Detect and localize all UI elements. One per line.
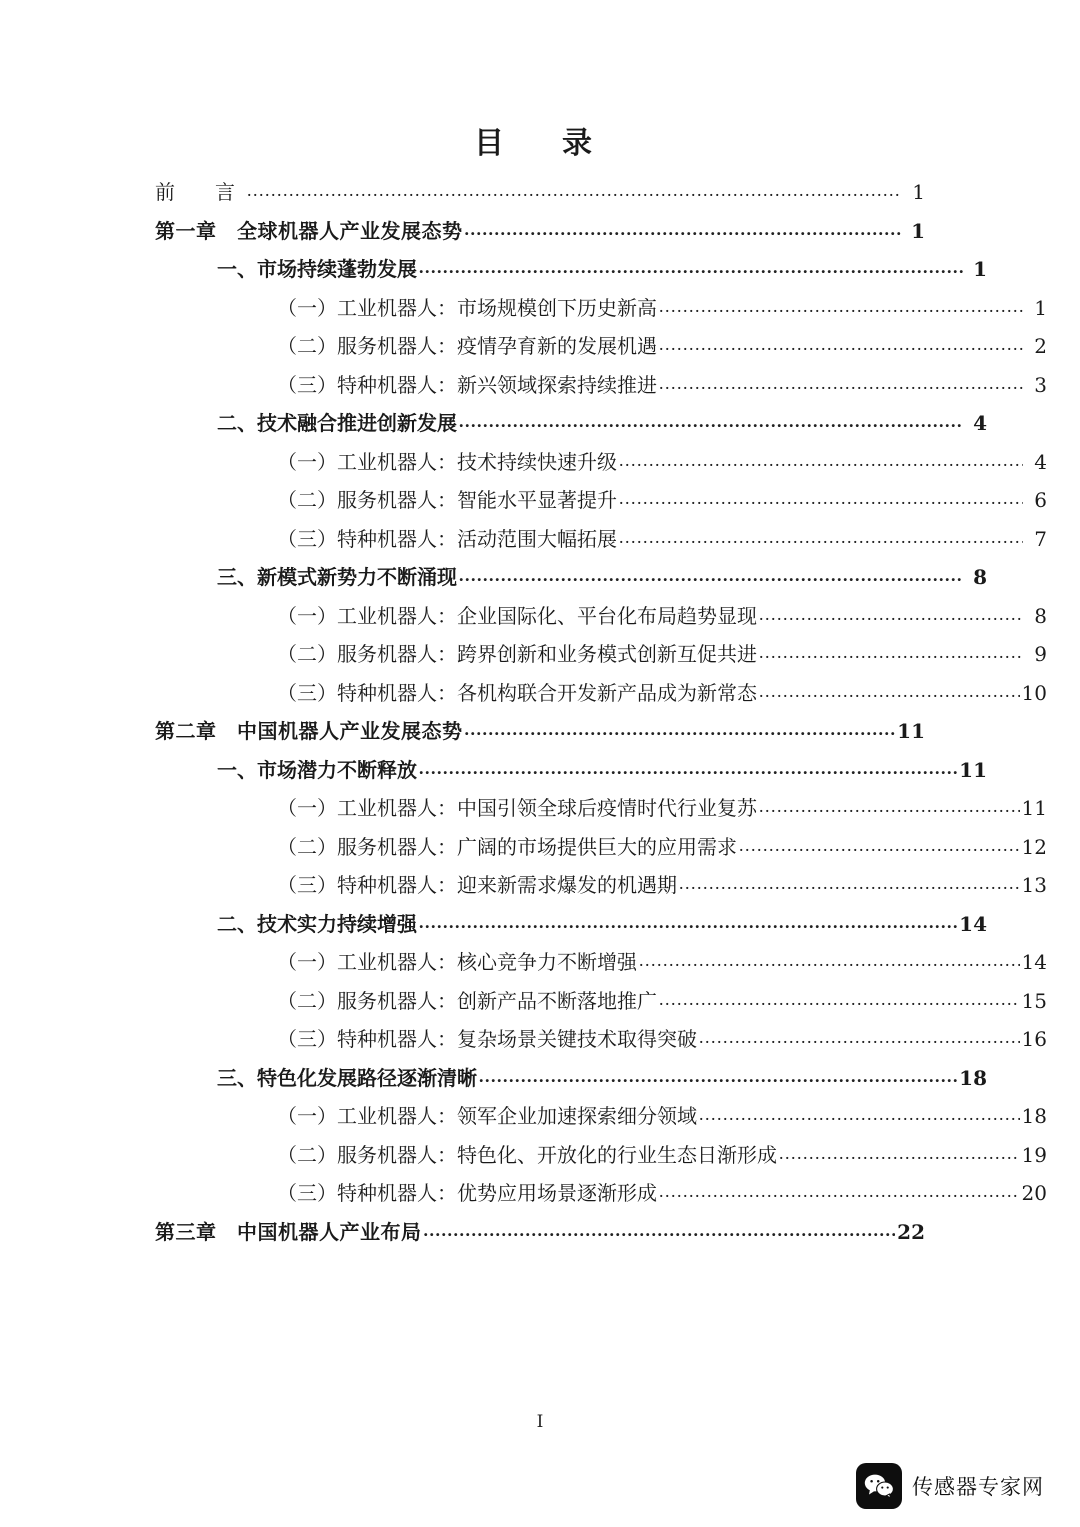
toc-entry-label: （一）工业机器人：技术持续快速升级: [277, 449, 617, 474]
toc-entry-label: （二）服务机器人：智能水平显著提升: [277, 488, 617, 512]
table-of-contents: [155, 180, 1047, 1244]
toc-entry[interactable]: [155, 603, 1047, 628]
toc-leader-dots: [419, 913, 957, 931]
toc-entry[interactable]: [155, 911, 987, 936]
toc-leader-dots: [739, 836, 1020, 854]
page-number: I: [536, 1412, 544, 1432]
toc-leader-dots: [699, 1105, 1020, 1123]
toc-leader-dots: [659, 335, 1023, 353]
toc-leader-dots: [424, 1221, 896, 1239]
toc-entry[interactable]: [155, 413, 987, 433]
toc-entry-label: 第二章 中国机器人产业发展态势: [155, 719, 463, 743]
toc-entry-page: 1: [973, 257, 987, 281]
toc-entry[interactable]: [155, 372, 1047, 397]
toc-entry-label: （一）工业机器人：中国引领全球后疫情时代行业复苏: [277, 796, 757, 820]
toc-entry-page: 10: [1021, 680, 1047, 705]
toc-entry[interactable]: [155, 1029, 1047, 1049]
toc-entry-page: 4: [1034, 449, 1047, 474]
toc-entry-label: 一、市场持续蓬勃发展: [217, 257, 417, 281]
toc-entry[interactable]: [155, 757, 987, 782]
watermark-label: 传感器专家网: [912, 1475, 1044, 1499]
toc-entry-label: 一、市场潜力不断释放: [217, 757, 417, 782]
toc-entry-label: （二）服务机器人：创新产品不断落地推广: [277, 988, 657, 1013]
toc-leader-dots: [419, 759, 957, 777]
toc-entry[interactable]: [155, 644, 1047, 664]
toc-entry-label: （一）工业机器人：领军企业加速探索细分领域: [277, 1104, 697, 1128]
toc-entry[interactable]: [155, 1183, 1047, 1203]
toc-entry[interactable]: [155, 490, 1047, 510]
toc-entry-page: 1: [912, 180, 925, 204]
toc-entry[interactable]: [155, 218, 925, 243]
toc-entry[interactable]: [155, 526, 1047, 551]
toc-leader-dots: [659, 374, 1023, 392]
toc-leader-dots: [619, 489, 1023, 507]
toc-entry-page: 3: [1034, 372, 1047, 397]
toc-entry[interactable]: [155, 875, 1047, 895]
toc-entry-page: 9: [1034, 642, 1047, 666]
toc-entry-page: 8: [973, 565, 987, 589]
toc-entry-page: 11: [1021, 796, 1047, 820]
toc-leader-dots: [679, 874, 1020, 892]
toc-leader-dots: [619, 528, 1023, 546]
toc-entry[interactable]: [155, 1065, 987, 1090]
toc-entry[interactable]: [155, 449, 1047, 474]
toc-entry-label: 三、特色化发展路径逐渐清晰: [217, 1065, 477, 1090]
toc-leader-dots: [759, 797, 1020, 815]
toc-leader-dots: [465, 220, 902, 238]
toc-entry-page: 1: [911, 218, 925, 243]
toc-entry-label: 三、新模式新势力不断涌现: [217, 565, 457, 589]
toc-entry-page: 6: [1034, 488, 1047, 512]
toc-entry-label: （二）服务机器人：广阔的市场提供巨大的应用需求: [277, 834, 737, 859]
page-title: 目 录: [474, 126, 606, 161]
toc-entry[interactable]: [155, 259, 987, 279]
toc-entry-page: 13: [1021, 873, 1047, 897]
toc-entry-page: 14: [1021, 950, 1047, 974]
toc-entry-label: （三）特种机器人：新兴领域探索持续推进: [277, 372, 657, 397]
toc-entry-page: 15: [1021, 988, 1047, 1013]
toc-leader-dots: [779, 1144, 1020, 1162]
toc-entry-page: 12: [1021, 834, 1047, 859]
toc-entry-label: （三）特种机器人：各机构联合开发新产品成为新常态: [277, 680, 757, 705]
toc-entry[interactable]: [155, 1219, 925, 1244]
wechat-official-account-icon: [856, 1463, 902, 1509]
toc-entry[interactable]: [155, 721, 925, 741]
toc-entry[interactable]: [155, 182, 925, 202]
toc-entry-page: 8: [1034, 603, 1047, 628]
toc-entry[interactable]: [155, 1106, 1047, 1126]
toc-leader-dots: [699, 1028, 1020, 1046]
toc-leader-dots: [619, 451, 1023, 469]
toc-entry-page: 1: [1034, 295, 1047, 320]
toc-entry-label: （一）工业机器人：市场规模创下历史新高: [277, 295, 657, 320]
toc-entry-page: 2: [1034, 334, 1047, 358]
toc-entry[interactable]: [155, 680, 1047, 705]
toc-entry[interactable]: [155, 952, 1047, 972]
toc-entry[interactable]: [155, 834, 1047, 859]
toc-entry[interactable]: [155, 295, 1047, 320]
toc-entry[interactable]: [155, 336, 1047, 356]
toc-entry-page: 14: [959, 911, 987, 936]
toc-leader-dots: [465, 720, 896, 738]
toc-entry-page: 16: [1021, 1027, 1047, 1051]
toc-entry-label: 第三章 中国机器人产业布局: [155, 1219, 422, 1244]
toc-leader-dots: [659, 990, 1020, 1008]
toc-entry-page: 11: [897, 719, 925, 743]
toc-leader-dots: [659, 1182, 1020, 1200]
toc-entry[interactable]: [155, 567, 987, 587]
toc-entry-label: （二）服务机器人：疫情孕育新的发展机遇: [277, 334, 657, 358]
watermark: [856, 1463, 1044, 1509]
toc-entry-page: 18: [1021, 1104, 1047, 1128]
toc-leader-dots: [639, 951, 1020, 969]
toc-entry-label: （三）特种机器人：迎来新需求爆发的机遇期: [277, 873, 677, 897]
toc-leader-dots: [247, 181, 901, 199]
toc-leader-dots: [659, 297, 1023, 315]
toc-entry-label: （三）特种机器人：优势应用场景逐渐形成: [277, 1181, 657, 1205]
toc-entry-page: 19: [1021, 1142, 1047, 1167]
toc-entry-label: （二）服务机器人：特色化、开放化的行业生态日渐形成: [277, 1142, 777, 1167]
toc-entry-page: 4: [973, 411, 987, 435]
toc-entry-label: 二、技术融合推进创新发展: [217, 411, 457, 435]
toc-entry-label: （三）特种机器人：复杂场景关键技术取得突破: [277, 1027, 697, 1051]
toc-entry-page: 7: [1034, 526, 1047, 551]
toc-entry-label: （一）工业机器人：核心竞争力不断增强: [277, 950, 637, 974]
toc-entry-page: 20: [1021, 1181, 1047, 1205]
toc-entry[interactable]: [155, 798, 1047, 818]
toc-leader-dots: [459, 566, 963, 584]
toc-entry-label: （一）工业机器人：企业国际化、平台化布局趋势显现: [277, 603, 757, 628]
toc-entry-page: 11: [959, 757, 987, 782]
toc-entry-label: （三）特种机器人：活动范围大幅拓展: [277, 526, 617, 551]
toc-entry-label: 前 言: [155, 180, 245, 204]
toc-leader-dots: [759, 605, 1023, 623]
toc-entry-label: 第一章 全球机器人产业发展态势: [155, 218, 463, 243]
toc-entry[interactable]: [155, 1142, 1047, 1167]
toc-entry-page: 22: [897, 1219, 925, 1244]
toc-entry[interactable]: [155, 988, 1047, 1013]
toc-leader-dots: [459, 412, 963, 430]
toc-entry-label: 二、技术实力持续增强: [217, 911, 417, 936]
toc-leader-dots: [759, 643, 1023, 661]
toc-entry-label: （二）服务机器人：跨界创新和业务模式创新互促共进: [277, 642, 757, 666]
toc-leader-dots: [419, 258, 963, 276]
toc-entry-page: 18: [959, 1065, 987, 1090]
toc-leader-dots: [759, 682, 1020, 700]
toc-leader-dots: [479, 1067, 957, 1085]
